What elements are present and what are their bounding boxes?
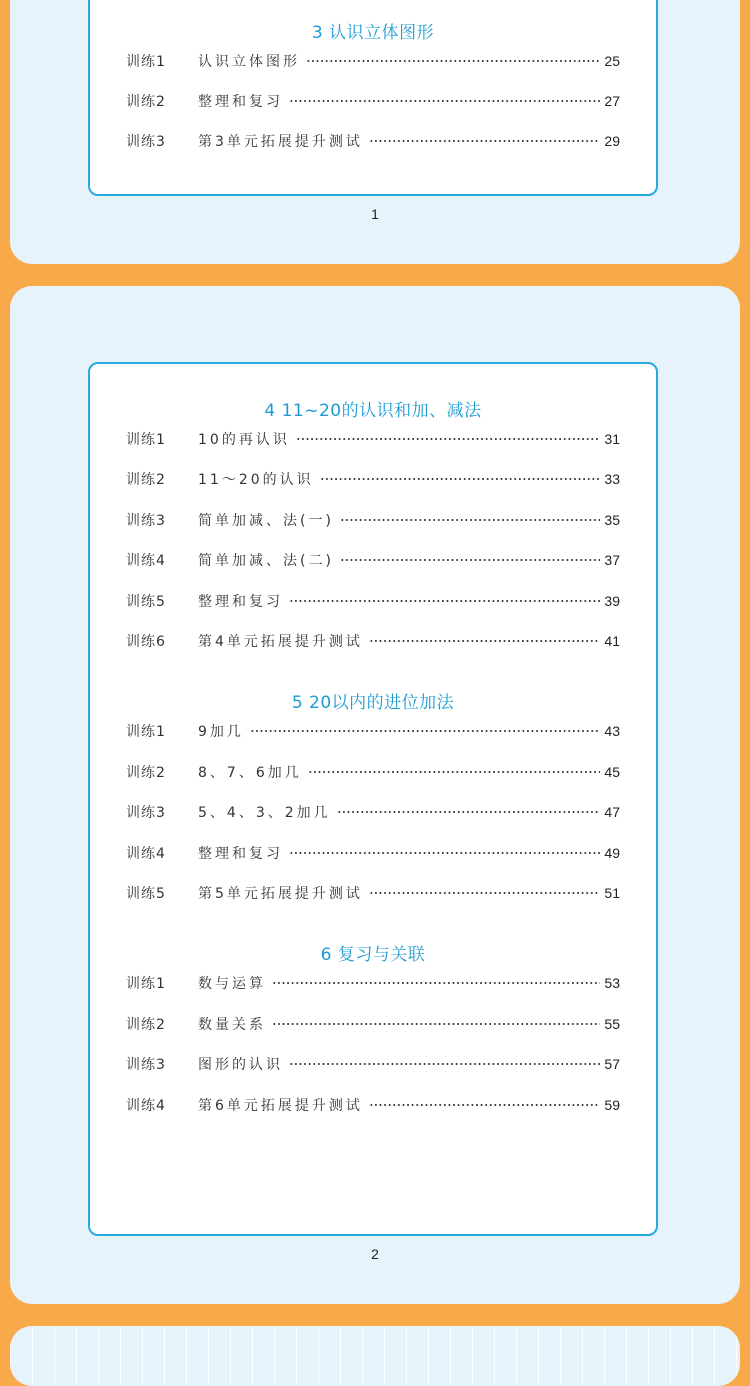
toc-row-title: 5、4、3、2加几 [198,805,331,821]
toc-row[interactable] [126,1013,620,1035]
section-title-3: 3 认识立体图形 [311,23,435,43]
page-panel-1 [10,0,740,264]
dot-leader [320,478,601,480]
toc-row[interactable] [126,630,620,652]
toc-row[interactable] [126,842,620,864]
toc-row[interactable] [126,468,620,490]
toc-row-page: 37 [604,552,620,568]
toc-row-title: 9加几 [198,724,244,740]
toc-row-label: 训练2 [126,472,166,488]
dot-leader [306,60,600,62]
toc-row-label: 训练2 [126,765,166,781]
toc-row-title: 数与运算 [198,976,266,992]
dot-leader [289,100,600,102]
toc-row[interactable] [126,130,620,152]
dot-leader [272,1023,600,1025]
toc-row[interactable] [126,1094,620,1116]
toc-row-page: 29 [604,133,620,149]
toc-row-label: 训练6 [126,634,166,650]
toc-row-page: 27 [604,93,620,109]
toc-row-label: 训练3 [126,513,166,529]
toc-row-page: 35 [604,512,620,528]
toc-row-title: 10的再认识 [198,432,290,448]
toc-row[interactable] [126,90,620,112]
toc-row-title: 整理和复习 [198,94,283,110]
toc-row[interactable] [126,428,620,450]
section-title-4: 4 11~20的认识和加、减法 [264,401,482,421]
dot-leader [289,1063,600,1065]
toc-row-title: 11～20的认识 [198,472,314,488]
section-title-6: 6 复习与关联 [320,945,426,965]
toc-row-title: 图形的认识 [198,1057,283,1073]
toc-row-label: 训练3 [126,134,166,150]
toc-row-title: 第5单元拓展提升测试 [198,886,363,902]
toc-row-label: 训练1 [126,432,166,448]
dot-leader [272,982,600,984]
toc-row-title: 第3单元拓展提升测试 [198,134,363,150]
toc-row[interactable] [126,1053,620,1075]
dot-leader [340,559,600,561]
toc-row-label: 训练1 [126,724,166,740]
toc-row[interactable] [126,882,620,904]
dot-leader [369,140,601,142]
dot-leader [289,600,600,602]
toc-row-label: 训练3 [126,805,166,821]
toc-row-page: 59 [604,1097,620,1113]
toc-row-page: 33 [604,471,620,487]
toc-row-page: 43 [604,723,620,739]
toc-row[interactable] [126,590,620,612]
toc-row-page: 53 [604,975,620,991]
toc-row-label: 训练5 [126,594,166,610]
toc-row-page: 31 [604,431,620,447]
dot-leader [369,1104,601,1106]
toc-row-title: 整理和复习 [198,594,283,610]
toc-row-label: 训练4 [126,553,166,569]
toc-row-page: 51 [604,885,620,901]
toc-row-label: 训练5 [126,886,166,902]
page-number: 1 [371,206,379,222]
toc-row[interactable] [126,761,620,783]
toc-row-label: 训练3 [126,1057,166,1073]
dot-leader [337,811,601,813]
toc-row-title: 第6单元拓展提升测试 [198,1098,363,1114]
toc-row-label: 训练1 [126,54,166,70]
dot-leader [296,438,601,440]
toc-row-page: 25 [604,53,620,69]
toc-row-page: 39 [604,593,620,609]
toc-row-label: 训练4 [126,846,166,862]
dot-leader [369,640,601,642]
toc-row-label: 训练2 [126,94,166,110]
dot-leader [250,730,601,732]
toc-row-title: 简单加减、法(一) [198,513,334,529]
toc-row-page: 45 [604,764,620,780]
toc-row[interactable] [126,972,620,994]
toc-row-label: 训练4 [126,1098,166,1114]
toc-box-1 [88,0,658,196]
toc-row-title: 数量关系 [198,1017,266,1033]
dot-leader [340,519,600,521]
toc-row-title: 简单加减、法(二) [198,553,334,569]
toc-row[interactable] [126,720,620,742]
toc-row-page: 57 [604,1056,620,1072]
toc-row-page: 49 [604,845,620,861]
dot-leader [289,852,600,854]
page-panel-2 [10,286,740,1304]
toc-row[interactable] [126,549,620,571]
dot-leader [308,771,601,773]
toc-box-2 [88,362,658,1236]
page-number: 2 [371,1246,379,1262]
page-panel-3 [10,1326,740,1386]
toc-row-label: 训练2 [126,1017,166,1033]
toc-row-title: 认识立体图形 [198,54,300,70]
toc-row-title: 8、7、6加几 [198,765,302,781]
section-title-5: 5 20以内的进位加法 [291,693,455,713]
toc-row-page: 47 [604,804,620,820]
dot-leader [369,892,601,894]
toc-row[interactable] [126,50,620,72]
toc-row-page: 55 [604,1016,620,1032]
toc-row-page: 41 [604,633,620,649]
toc-row[interactable] [126,801,620,823]
toc-row-title: 整理和复习 [198,846,283,862]
toc-row-label: 训练1 [126,976,166,992]
toc-row-title: 第4单元拓展提升测试 [198,634,363,650]
toc-row[interactable] [126,509,620,531]
